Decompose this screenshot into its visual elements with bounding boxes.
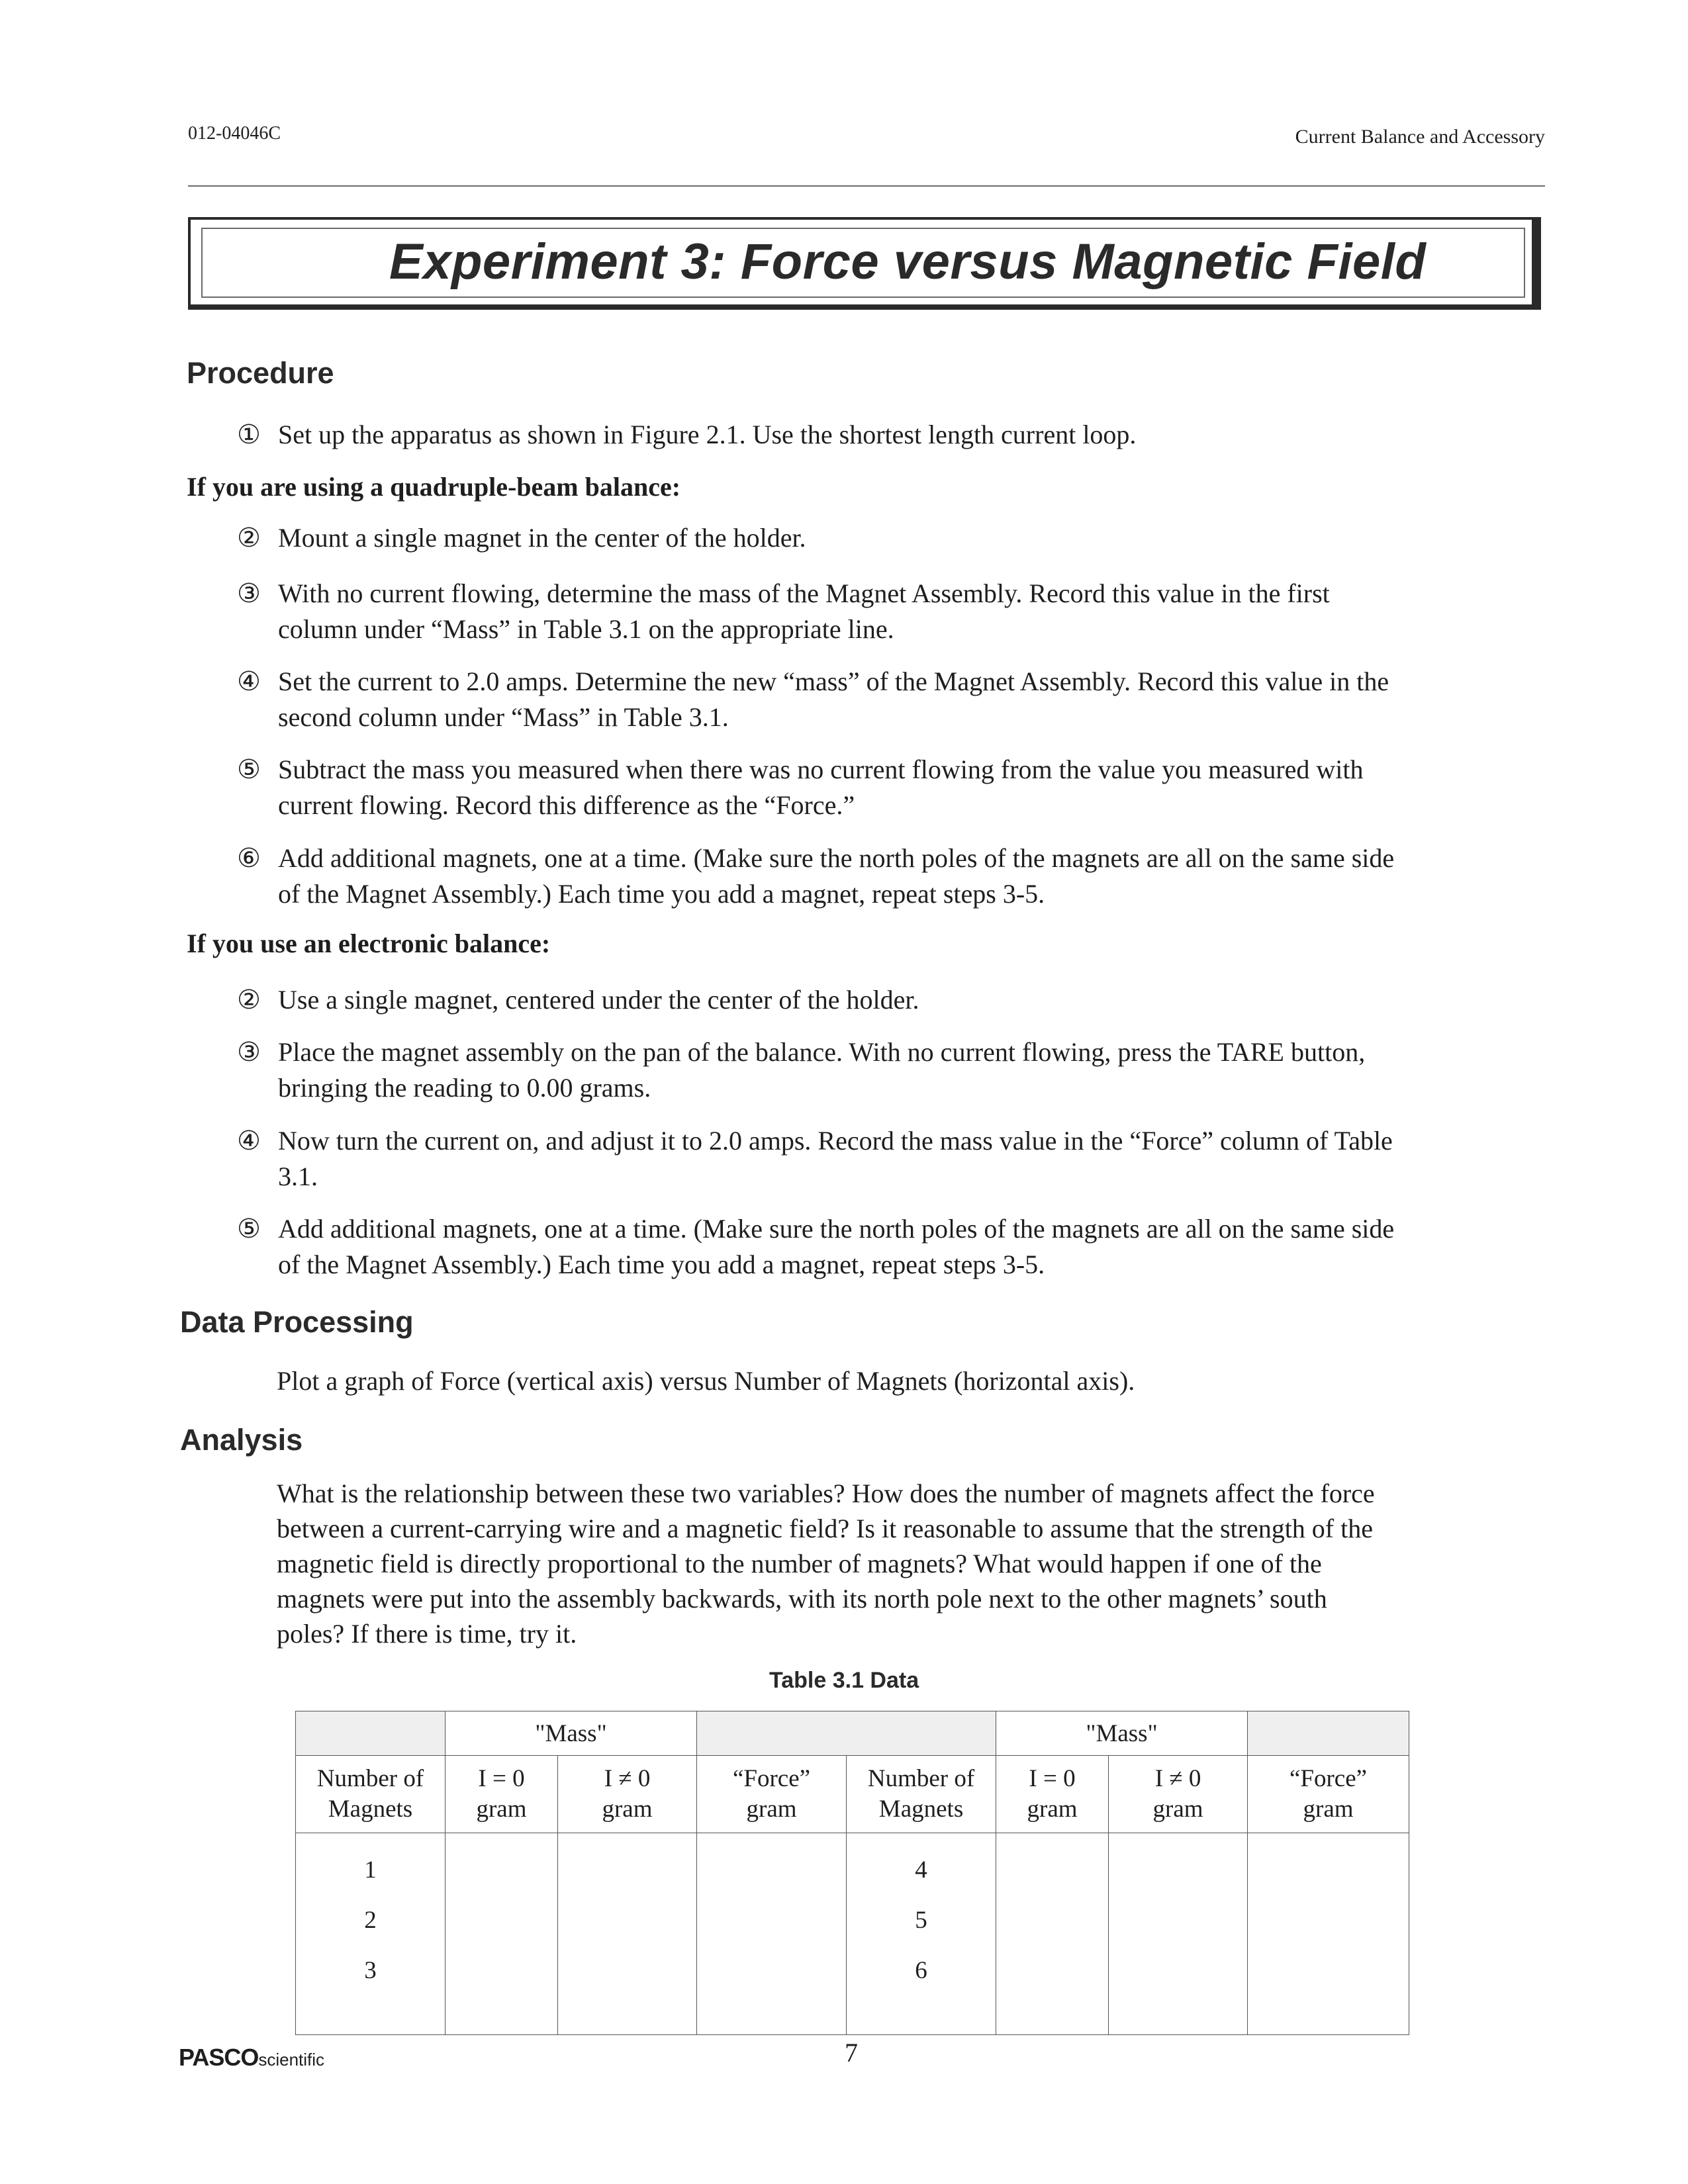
force-entry-cell: [1248, 1833, 1409, 2035]
data-processing-text: Plot a graph of Force (vertical axis) versus Number of Magnets (horizontal axis).: [277, 1366, 1135, 1396]
header-line: Number of: [316, 1765, 424, 1792]
i-nonzero-entry-cell: [1109, 1833, 1248, 2035]
step-number: ⑤: [237, 1214, 261, 1244]
electronic-balance-heading: If you use an electronic balance:: [187, 929, 551, 958]
document-number: 012-04046C: [188, 123, 281, 144]
force-entry-cell: [697, 1833, 847, 2035]
step-text: Subtract the mass you measured when there was no current flowing from the value you measured with current flowing. Record this difference as the “Force.”: [278, 754, 1364, 820]
experiment-title: Experiment 3: Force versus Magnetic Field: [389, 234, 1427, 290]
magnet-count-cell-right: [847, 1833, 996, 2035]
step-text: With no current flowing, determine the mass of the Magnet Assembly. Record this value in the first column under “Mass” in Table 3.1 on the appropriate line.: [278, 578, 1330, 644]
col-header-i-nonzero: [1109, 1756, 1248, 1833]
pasco-logo: [179, 2044, 324, 2071]
table-header-blank: [697, 1711, 996, 1756]
step-number: ②: [237, 985, 261, 1015]
experiment-title-box: [188, 217, 1541, 310]
col-header-i-zero: [996, 1756, 1109, 1833]
table-column-header-row: [296, 1756, 1409, 1833]
col-header-number-of-magnets: [296, 1756, 445, 1833]
step-text: Add additional magnets, one at a time. (Make sure the north poles of the magnets are all on the same side of the Magnet Assembly.) Each time you add a magnet, repeat steps 3-5.: [278, 1214, 1395, 1279]
step-text: Set up the apparatus as shown in Figure 2.1. Use the shortest length current loop.: [278, 420, 1137, 449]
document-title: Current Balance and Accessory: [1295, 126, 1545, 148]
col-header-force: [697, 1756, 847, 1833]
page-number: 7: [845, 2038, 858, 2068]
header-line: Magnets: [328, 1796, 413, 1823]
logo-brand: PASCO: [179, 2044, 259, 2071]
table-caption: Table 3.1 Data: [769, 1668, 919, 1693]
magnet-count: 5: [915, 1907, 927, 1934]
step-number: ⑥: [237, 843, 261, 873]
step-text: Set the current to 2.0 amps. Determine the new “mass” of the Magnet Assembly. Record this value in the second column under “Mass” in Table 3.1.: [278, 666, 1389, 732]
step-number: ②: [237, 523, 261, 553]
table-group-header-row: [296, 1711, 1409, 1756]
i-nonzero-entry-cell: [558, 1833, 697, 2035]
header-line: I ≠ 0: [604, 1765, 651, 1792]
header-unit: gram: [1303, 1796, 1354, 1823]
title-inner-frame: [201, 228, 1525, 298]
header-unit: gram: [476, 1796, 527, 1823]
i-zero-entry-cell: [996, 1833, 1109, 2035]
header-line: Magnets: [878, 1796, 964, 1823]
magnet-count: 2: [364, 1907, 377, 1934]
magnet-count-cell-left: [296, 1833, 445, 2035]
step-text: Mount a single magnet in the center of the holder.: [278, 523, 806, 553]
step-number: ③: [237, 1037, 261, 1067]
magnet-count: 4: [915, 1856, 927, 1884]
logo-subtext: scientific: [258, 2050, 325, 2070]
mass-group-header-right: "Mass": [996, 1711, 1248, 1756]
table-header-blank: [1248, 1711, 1409, 1756]
header-unit: gram: [1152, 1796, 1203, 1823]
data-table: [295, 1711, 1409, 2035]
data-processing-heading: Data Processing: [180, 1305, 414, 1339]
header-line: “Force”: [1289, 1765, 1368, 1792]
header-line: I ≠ 0: [1154, 1765, 1201, 1792]
step-number: ③: [237, 578, 261, 608]
header-divider: [188, 185, 1545, 187]
col-header-i-nonzero: [558, 1756, 697, 1833]
header-line: I = 0: [478, 1765, 525, 1792]
table-header-blank: [296, 1711, 445, 1756]
step-number: ①: [237, 420, 261, 449]
col-header-i-zero: [445, 1756, 558, 1833]
quadruple-beam-heading: If you are using a quadruple-beam balance:: [187, 472, 681, 502]
col-header-number-of-magnets: [847, 1756, 996, 1833]
header-line: I = 0: [1029, 1765, 1076, 1792]
analysis-text: What is the relationship between these two variables? How does the number of magnets affect the force between a current-carrying wire and a magnetic field? Is it reasonable to assume that the strength of the magnetic field is directly proportional to the number of magnets? What would happen if one of the magnets were put into the assembly backwards, with its north pole next to the other magnets’ south poles? If there is time, try it.: [277, 1479, 1375, 1649]
header-unit: gram: [602, 1796, 653, 1823]
step-text: Now turn the current on, and adjust it to 2.0 amps. Record the mass value in the “Force” column of Table 3.1.: [278, 1126, 1393, 1191]
table-data-row: [296, 1833, 1409, 2035]
step-text: Use a single magnet, centered under the center of the holder.: [278, 985, 919, 1015]
header-line: Number of: [867, 1765, 975, 1792]
magnet-count: 3: [364, 1957, 377, 1984]
step-number: ⑤: [237, 754, 261, 784]
mass-group-header-left: "Mass": [445, 1711, 697, 1756]
step-text: Add additional magnets, one at a time. (Make sure the north poles of the magnets are all on the same side of the Magnet Assembly.) Each time you add a magnet, repeat steps 3-5.: [278, 843, 1395, 909]
col-header-force: [1248, 1756, 1409, 1833]
analysis-heading: Analysis: [180, 1423, 303, 1457]
magnet-count: 6: [915, 1957, 927, 1984]
i-zero-entry-cell: [445, 1833, 558, 2035]
procedure-heading: Procedure: [187, 356, 334, 390]
step-text: Place the magnet assembly on the pan of the balance. With no current flowing, press the TARE button, bringing the reading to 0.00 grams.: [278, 1037, 1366, 1103]
header-unit: gram: [1027, 1796, 1078, 1823]
header-line: “Force”: [732, 1765, 811, 1792]
step-number: ④: [237, 1126, 261, 1156]
step-number: ④: [237, 666, 261, 696]
header-unit: gram: [746, 1796, 797, 1823]
magnet-count: 1: [364, 1856, 377, 1884]
